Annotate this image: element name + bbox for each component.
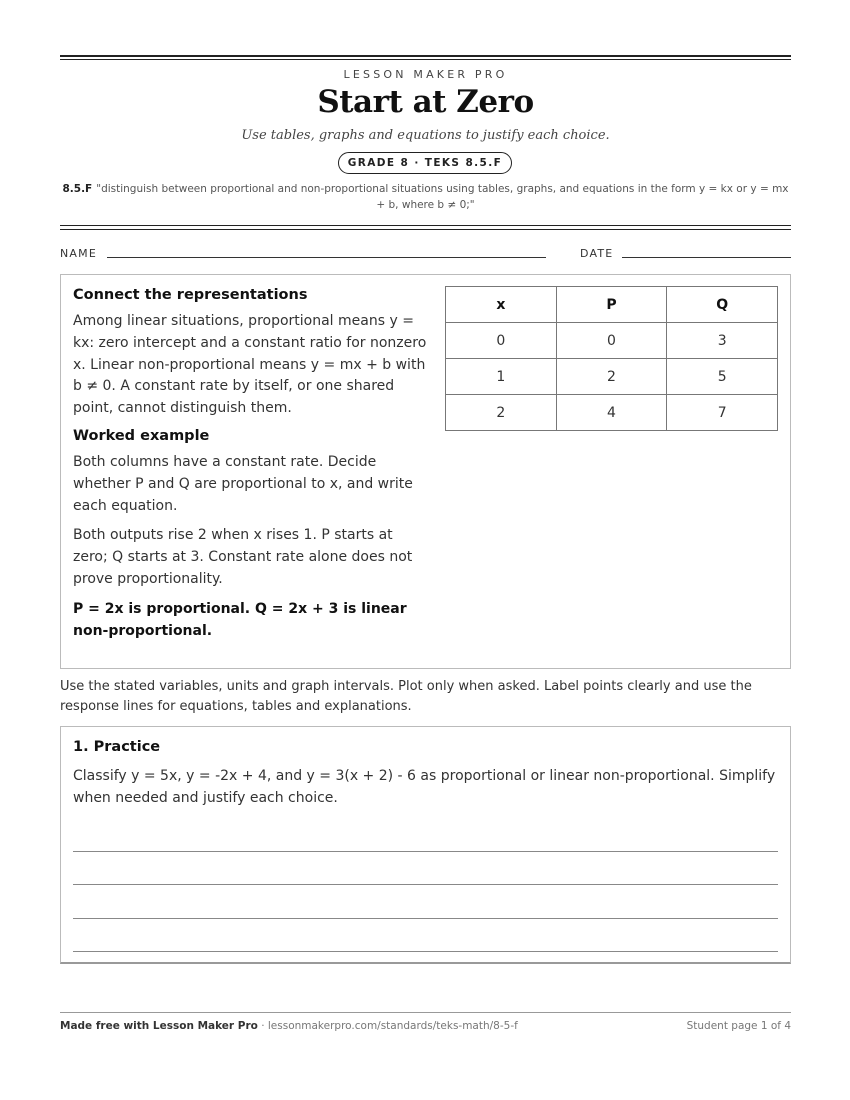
response-line-3[interactable] [73, 918, 778, 919]
table-header-row [446, 287, 778, 323]
table-row [446, 359, 778, 395]
table-header-x: x [446, 287, 557, 323]
header-rule-thick [60, 55, 791, 57]
table-row [446, 395, 778, 431]
response-line-2[interactable] [73, 884, 778, 885]
divider-rule-2 [60, 229, 791, 230]
worked-example-reasoning: Both outputs rise 2 when x rises 1. P starts at zero; Q starts at 3. Constant rate alone does not prove proportionality. [73, 527, 413, 587]
grade-badge: GRADE 8 · TEKS 8.5.F [338, 152, 512, 174]
response-line-4[interactable] [73, 951, 778, 952]
footer-rule [60, 1012, 791, 1013]
footer-page-number: Student page 1 of 4 [686, 1020, 791, 1032]
table-cell: 3 [667, 323, 778, 359]
lesson-intro: Among linear situations, proportional means y = kx: zero intercept and a constant ratio for nonzero x. Linear non-proportional means y = mx + b with b ≠ 0. A constant rate by itself, or one shared point, cannot distinguish them. [73, 313, 427, 417]
footer-made-with: Made free with Lesson Maker Pro [60, 1020, 258, 1032]
worked-example-answer: P = 2x is proportional. Q = 2x + 3 is linear non-proportional. [73, 600, 407, 639]
brand-label: LESSON MAKER PRO [343, 68, 508, 81]
table-cell: 2 [446, 395, 557, 431]
table-header-p: P [556, 287, 667, 323]
footer-url[interactable]: lessonmakerpro.com/standards/teks-math/8-5-f [267, 1020, 518, 1032]
lesson-box [60, 274, 791, 669]
standard-text: "distinguish between proportional and non-proportional situations using tables, graphs, and equations in the form y = kx or y = mx + b, where b ≠ 0;" [96, 183, 789, 211]
table-cell: 4 [556, 395, 667, 431]
date-field[interactable] [622, 257, 791, 258]
worked-example-heading: Worked example [73, 427, 210, 444]
table-cell: 0 [446, 323, 557, 359]
name-field[interactable] [107, 257, 546, 258]
page-title: Start at Zero [317, 84, 534, 120]
table-row [446, 323, 778, 359]
practice-prompt: Classify y = 5x, y = -2x + 4, and y = 3(x + 2) - 6 as proportional or linear non-proportional. Simplify when needed and justify each choice. [73, 768, 776, 806]
footer-separator: · [257, 1020, 268, 1032]
worksheet-page [60, 0, 791, 1100]
practice-box [60, 726, 791, 964]
practice-heading: 1. Practice [73, 739, 161, 755]
header-rule-thin [60, 59, 791, 60]
page-subtitle: Use tables, graphs and equations to justify each choice. [241, 128, 610, 143]
worked-example-prompt: Both columns have a constant rate. Decide whether P and Q are proportional to x, and write each equation. [73, 453, 413, 514]
standard-code: 8.5.F [62, 183, 93, 195]
table-cell: 1 [446, 359, 557, 395]
representation-table [445, 286, 778, 431]
table-cell: 2 [556, 359, 667, 395]
lesson-text-column [73, 287, 429, 650]
table-cell: 7 [667, 395, 778, 431]
lesson-heading: Connect the representations [73, 287, 308, 303]
table-cell: 5 [667, 359, 778, 395]
table-cell: 0 [556, 323, 667, 359]
footer-credit [60, 1020, 518, 1032]
response-line-1[interactable] [73, 851, 778, 852]
instructions-text: Use the stated variables, units and graph intervals. Plot only when asked. Label points clearly and use the response lines for equations, tables and explanations. [60, 679, 752, 714]
date-label: DATE [580, 247, 614, 260]
table-header-q: Q [667, 287, 778, 323]
standard-statement [60, 181, 791, 213]
name-label: NAME [60, 247, 97, 260]
divider-rule-1 [60, 225, 791, 226]
